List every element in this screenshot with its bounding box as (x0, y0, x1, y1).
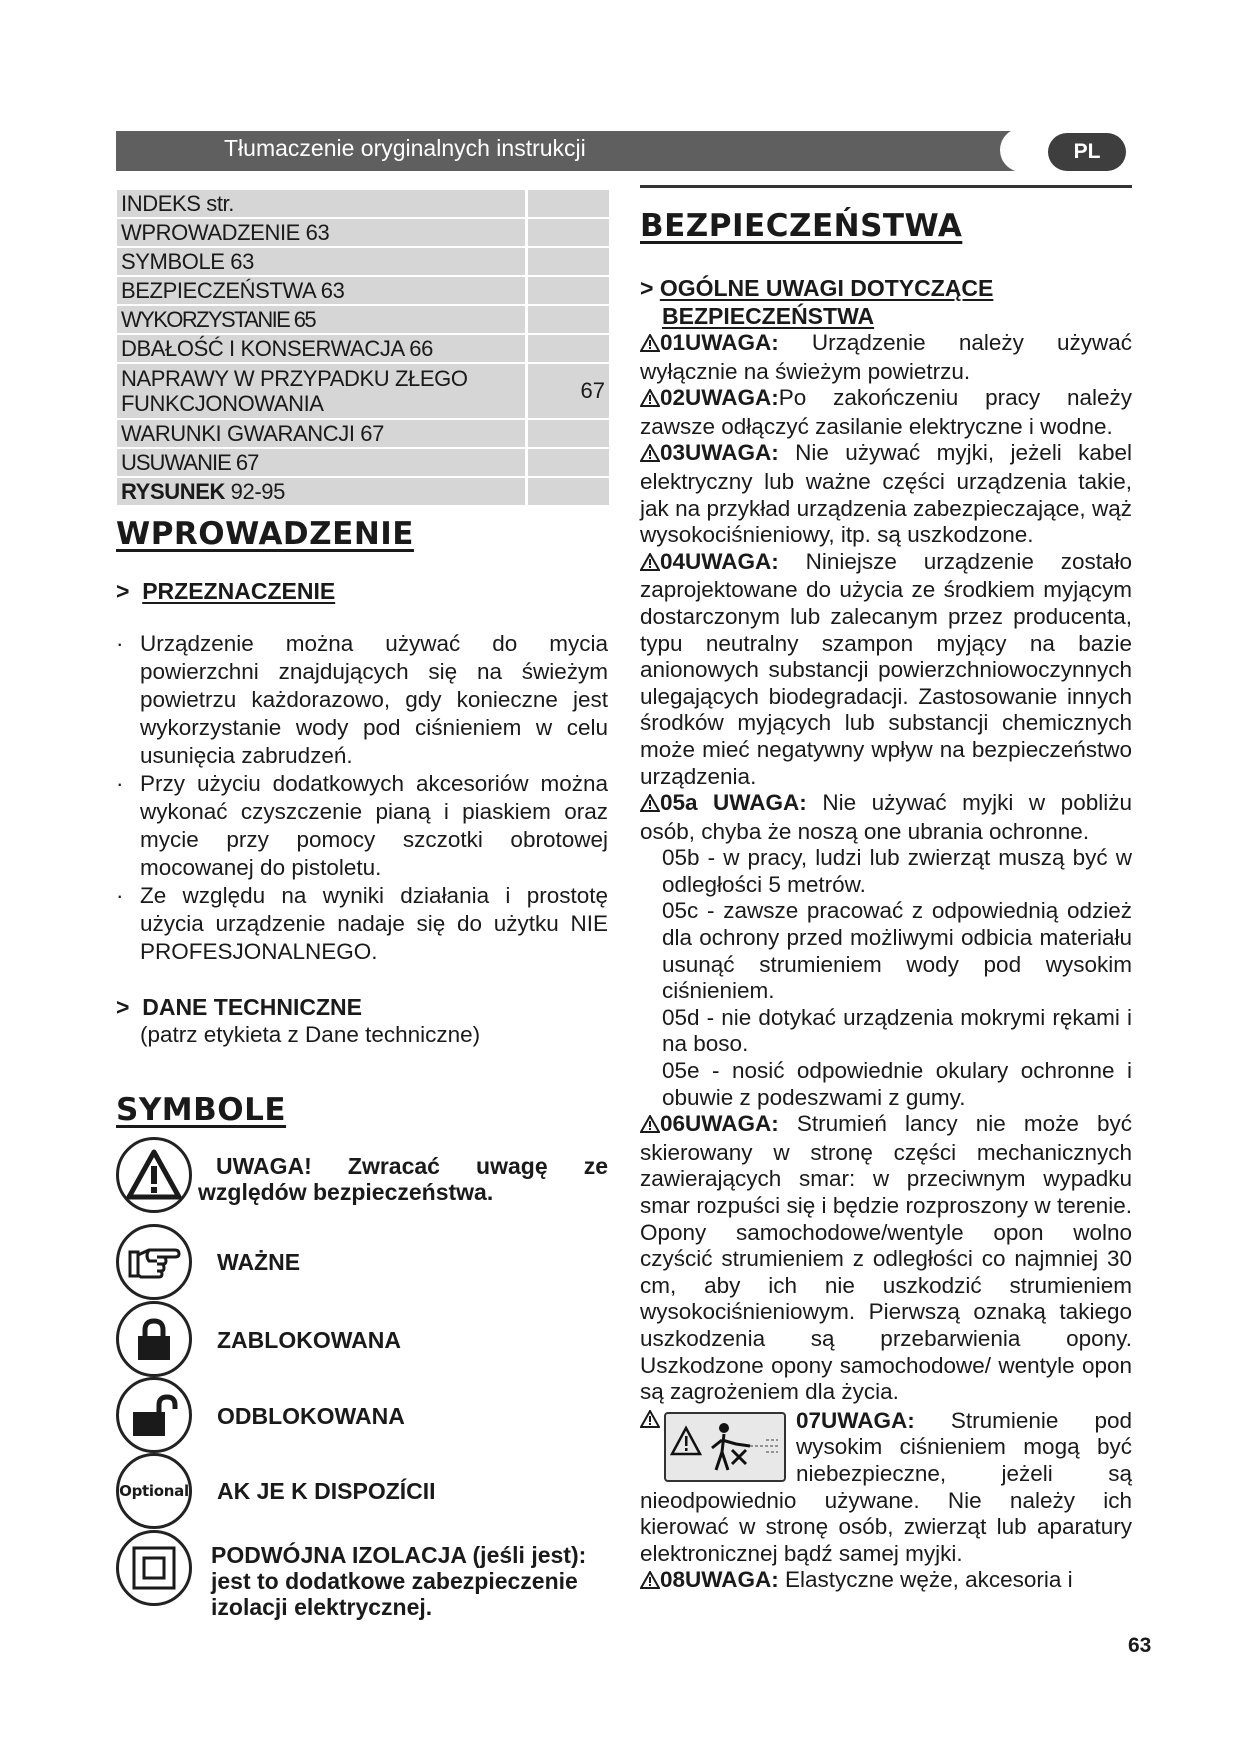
list-item: · Urządzenie można używać do mycia powierzchni znajdujących się na świeżym powietrzu każdorazowo, gdy konieczne jest wykorzystanie wody pod ciśnieniem w celu usunięcia zabrudzeń. (116, 630, 608, 770)
warning-triangle-icon (640, 1113, 660, 1140)
index-label: WARUNKI GWARANCJI 67 (121, 421, 384, 446)
purpose-bullets (116, 630, 608, 966)
index-row (117, 420, 609, 449)
index-label (117, 478, 525, 505)
warning-label: 02UWAGA: (660, 385, 779, 411)
warning-text: Nie używać myjki, jeżeli kabel elektryczny lub ważne części urządzenia takie, jak na przykład urządzenia zabezpieczające, wąż wysokociśnieniowy, itp. są uszkodzone. (640, 440, 1132, 548)
index-label: INDEKS str. (121, 191, 234, 216)
list-item: · Przy użyciu dodatkowych akcesoriów można wykonać czyszczenie pianą i piaskiem oraz mycie przy pomocy szczotki obrotowej mocowanej do pistoletu. (116, 770, 608, 882)
warning-triangle-icon (640, 551, 660, 578)
index-row (117, 449, 609, 478)
header-title: Tłumaczenie oryginalnych instrukcji (224, 135, 586, 161)
index-label: BEZPIECZEŃSTWA 63 (121, 278, 345, 303)
warning-icon (116, 1137, 192, 1213)
warning-triangle-icon (640, 1569, 660, 1596)
warning-05c: 05c - zawsze pracować z odpowiednią odzież dla ochrony przed możliwymi odbicia materiału usunąć strumieniem wody pod wysokim ciśnieniem. (662, 898, 1132, 1004)
purpose-heading: > PRZEZNACZENIE (116, 578, 336, 604)
general-safety-heading: > OGÓLNE UWAGI DOTYCZĄCE BEZPIECZEŃSTWA (640, 275, 994, 329)
warning-label: 05a UWAGA: (660, 790, 807, 816)
index-row (117, 277, 609, 306)
index-label: NAPRAWY W PRZYPADKU ZŁEGO FUNKCJONOWANIA (121, 366, 468, 416)
safety-column (640, 208, 1132, 1596)
warning-04 (640, 549, 1132, 790)
tech-heading-text: DANE TECHNICZNE (142, 994, 362, 1020)
list-item: · Ze względu na wyniki działania i prostotę użycia urządzenie nadaje się do użytku NIE PROFESJONALNEGO. (116, 882, 608, 966)
symbols-title: SYMBOLE (116, 1092, 287, 1128)
warning-08 (640, 1567, 1132, 1596)
index-table (117, 190, 609, 507)
index-label: USUWANIE 67 (121, 450, 259, 475)
warning-label: 04UWAGA: (660, 548, 779, 574)
safety-title: BEZPIECZEŃSTWA (640, 208, 963, 244)
warning-label: 06UWAGA: (660, 1111, 779, 1137)
index-label: SYMBOLE 63 (121, 249, 254, 274)
warning-05d: 05d - nie dotykać urządzenia mokrymi rękami i na boso. (662, 1004, 1132, 1057)
symbol-warning-text: UWAGA! Zwracać uwagę ze względów bezpieczeństwa. (198, 1153, 608, 1205)
page-number: 63 (1128, 1634, 1152, 1657)
warning-triangle-icon (640, 387, 660, 414)
index-label: WYKORZYSTANIE 65 (121, 307, 316, 332)
index-page (525, 478, 609, 505)
warning-label: 03UWAGA: (660, 440, 779, 466)
index-page (525, 190, 609, 217)
index-row (117, 306, 609, 335)
lock-closed-icon (116, 1301, 192, 1377)
index-label: DBAŁOŚĆ I KONSERWACJA 66 (121, 336, 433, 361)
index-page (525, 306, 609, 333)
warning-03 (640, 440, 1132, 548)
warning-07-pictogram (640, 1408, 786, 1482)
general-safety-heading-line2: BEZPIECZEŃSTWA (662, 303, 875, 329)
spray-hazard-icon (664, 1412, 786, 1482)
warning-triangle-icon (640, 792, 660, 819)
index-row (117, 190, 609, 219)
symbol-double-insulation-text: PODWÓJNA IZOLACJA (jeśli jest): jest to dodatkowe zabezpieczenie izolacji elektrycznej. (211, 1542, 587, 1620)
warning-05b: 05b - w pracy, ludzi lub zwierząt muszą być w odległości 5 metrów. (662, 845, 1132, 897)
index-row (117, 478, 609, 507)
purpose-heading-text: PRZEZNACZENIE (142, 578, 336, 604)
warning-text: Niniejsze urządzenie zostało zaprojektowane do użycia ze środkiem myjącym dostarczonym lub zalecanym przez producenta, typu neutralny szampon myjący na bazie anionowych substancji powierzchniowoczynnych ulegających biodegradacji. Zastosowanie innych środków myjących lub substancji chemicznych może mieć negatywny wpływ na bezpieczeństwo urządzenia. (640, 548, 1132, 789)
warning-05 (640, 790, 1132, 845)
symbol-locked-text: ZABLOKOWANA (217, 1327, 401, 1353)
index-row (117, 248, 609, 277)
optional-icon-label: Optional (119, 1482, 189, 1500)
warning-06 (640, 1111, 1132, 1406)
language-badge: PL (1048, 133, 1126, 171)
intro-title: WPROWADZENIE (116, 516, 414, 552)
lock-open-icon (116, 1377, 192, 1453)
symbol-optional-text: AK JE K DISPOZÍCII (217, 1478, 436, 1504)
warning-triangle-icon (640, 1408, 660, 1435)
index-page: 67 (525, 364, 609, 418)
index-page (525, 449, 609, 476)
index-label: WPROWADZENIE 63 (121, 220, 330, 245)
symbol-important-text: WAŻNE (217, 1249, 301, 1275)
index-row (117, 335, 609, 364)
tech-note: (patrz etykieta z Dane techniczne) (140, 1022, 481, 1047)
general-safety-heading-line1: OGÓLNE UWAGI DOTYCZĄCE (659, 275, 994, 301)
index-page (525, 248, 609, 275)
index-page (525, 277, 609, 304)
index-page (525, 420, 609, 447)
warning-text: Urządzenie należy używać wyłącznie na świeżym powietrzu. (640, 330, 1132, 384)
double-insulation-icon (116, 1530, 192, 1606)
index-label-rest: 92-95 (224, 479, 285, 504)
warning-02 (640, 385, 1132, 440)
warning-05e: 05e - nosić odpowiednie okulary ochronne i obuwie z podeszwami z gumy. (662, 1058, 1132, 1110)
warning-label: 08UWAGA: (660, 1567, 779, 1593)
symbol-unlocked-text: ODBLOKOWANA (217, 1403, 405, 1429)
index-label-bold: RYSUNEK (121, 479, 225, 504)
index-page (525, 219, 609, 246)
warning-text: Strumień lancy nie może być skierowany w stronę części mechanicznych zawierających smar: w przeciwnym wypadku smar rozpuści się i będzie rozproszony w terenie. Opony samochodowe/wentyle opon wolno czyścić strumieniem z odległości co najmniej 30 cm, aby ich nie uszkodzić strumieniem wysokociśnieniowym. Pierwszą oznaką takiego uszkodzenia są przebarwienia opony. Uszkodzone opony samochodowe/ wentyle opon są zagrożeniem dla życia. (640, 1111, 1132, 1405)
pointing-hand-icon (116, 1224, 192, 1300)
warning-text: Strumienie pod wysokim ciśnieniem mogą być niebezpieczne, jeżeli są nieodpowiednio używane. Nie należy ich kierować w stronę osób, zwierząt lub aparatury elektronicznej bądź samej myjki. (640, 1407, 1132, 1566)
warning-triangle-icon (640, 442, 660, 469)
warning-text: Nie używać myjki w pobliżu osób, chyba że noszą one ubrania ochronne. (640, 790, 1132, 844)
warning-label: 01UWAGA: (660, 330, 779, 355)
warning-triangle-icon (640, 332, 660, 359)
index-page (525, 335, 609, 362)
warning-text: Elastyczne węże, akcesoria i (785, 1567, 1073, 1593)
index-row (117, 364, 609, 420)
right-column-rule (640, 185, 1132, 188)
warning-07 (640, 1408, 1132, 1568)
warning-01 (640, 330, 1132, 385)
optional-icon (116, 1453, 192, 1529)
warning-text: Po zakończeniu pracy należy zawsze odłączyć zasilanie elektryczne i wodne. (640, 385, 1132, 439)
tech-heading: > DANE TECHNICZNE (116, 994, 362, 1020)
index-row (117, 219, 609, 248)
warning-label: 07UWAGA: (796, 1407, 915, 1433)
